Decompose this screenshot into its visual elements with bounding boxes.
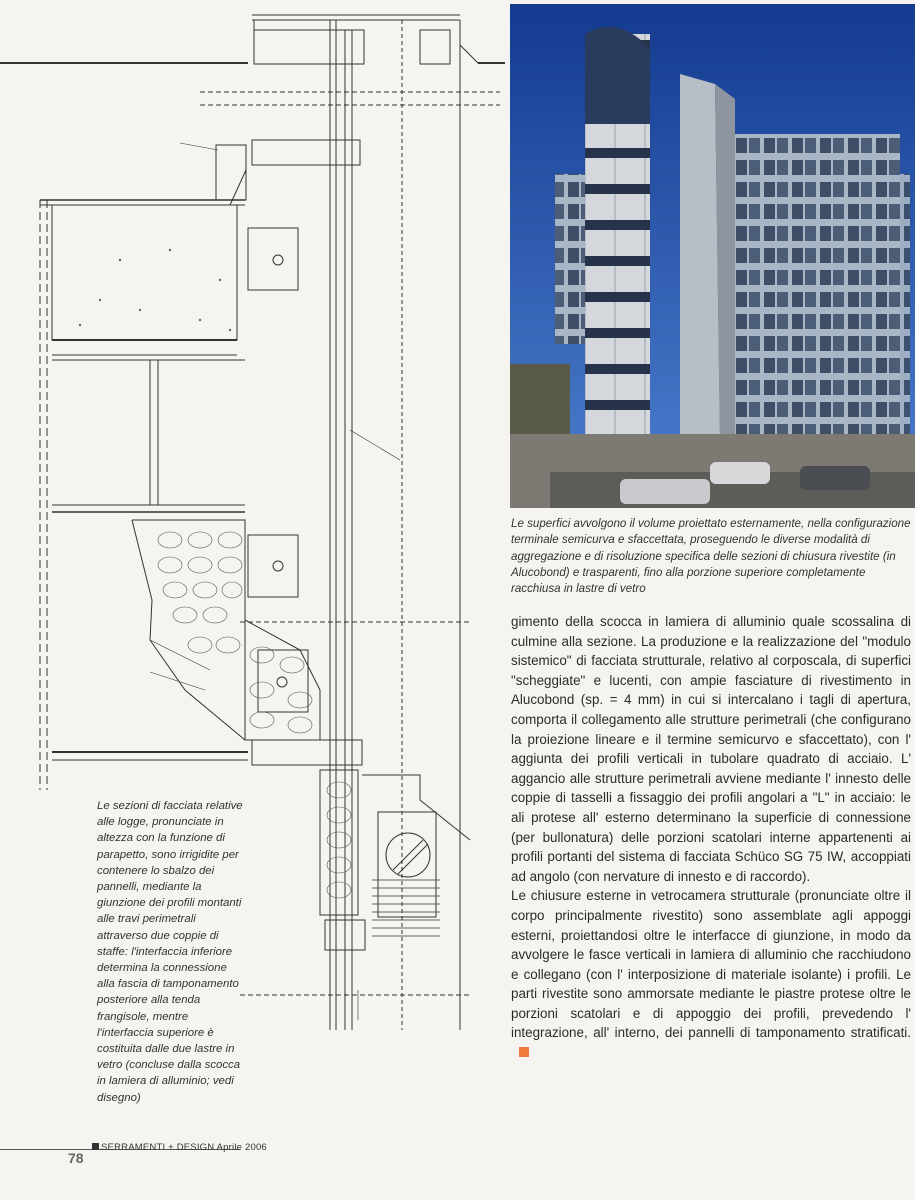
drawing-caption: Le sezioni di facciata relative alle logge, pronunciate in altezza con la funzione di parapetto, sono irrigidite per contenere lo sbalzo dei pannelli, mediante la giunzione dei profili montanti alle travi perimetrali attraverso due coppie di staffe: l'interfaccia inferiore determina la connessione alla fascia di tamponamento posteriore alla tenda frangisole, mentre l'interfaccia superiore è costituita dalle due lastre in vetro (concluse dalla scocca in lamiera di alluminio; vedi disegno) — [97, 800, 243, 1104]
footer-publication — [92, 1142, 267, 1153]
body-paragraph — [511, 886, 911, 1062]
photo-caption: Le superfici avvolgono il volume proiettato esternamente, nella configurazione terminale semicurva e sfaccettata, proseguendo le diverse modalità di aggregazione e di risoluzione specifica delle sezioni di chiusura rivestite (in Alucobond) e trasparenti, fino alla porzione superiore completamente racchiusa in lastre di vetro — [511, 517, 911, 596]
footer-square-icon — [92, 1143, 99, 1150]
body-paragraph: gimento della scocca in lamiera di alluminio quale scossalina di culmine alla sezione. La produzione e la realizzazione del "modulo sistemico" di facciata strutturale, relativo al corposcala, di superfici "scheggiate" e lucenti, con ampie fasciature di rivestimento in Alucobond (sp. = 4 mm) in cui si intercalano i tagli di apertura, comporta il collegamento alle strutture perimetrali (che configurano la proiezione lineare e il termine semicurvo e sfaccettato), con l' aggiunta dei profili verticali in tubolare quadrato di acciaio. L' aggancio alle strutture perimetrali avviene mediante l' innesto delle coppie di tasselli a fissaggio dei profili angolari a "L" in acciaio: le ali protese all' esterno determinano la superficie di connessione (per bullonatura) delle porzioni scatolari interne appartenenti ai profili portanti del sistema di facciata Schüco SG 75 IW, accoppiati ad angolo (con nervature di innesto e di raccordo). — [511, 614, 911, 884]
article-body — [511, 612, 911, 1063]
end-of-article-icon — [519, 1047, 529, 1057]
building-photo — [510, 4, 915, 508]
body-paragraph-text: Le chiusure esterne in vetrocamera strutturale (pronunciate oltre il corpo principalmente rivestito) sono assemblate agli appoggi esterni, proiettandosi oltre le interfacce di giunzione, in modo da avvolgere le fasce verticali in lamiera di alluminio che racchiudono e collegano (con l' interposizione di materiale isolante) i profili. Le parti rivestite sono ammorsate mediante le piastre protese oltre le porzioni scatolari e di appoggio dei profili, prevedendo l' integrazione, all' interno, dei pannelli di tamponamento stratificati. — [511, 888, 911, 1041]
publication-label: SERRAMENTI + DESIGN Aprile 2006 — [101, 1142, 267, 1153]
page-number: 78 — [68, 1150, 84, 1166]
